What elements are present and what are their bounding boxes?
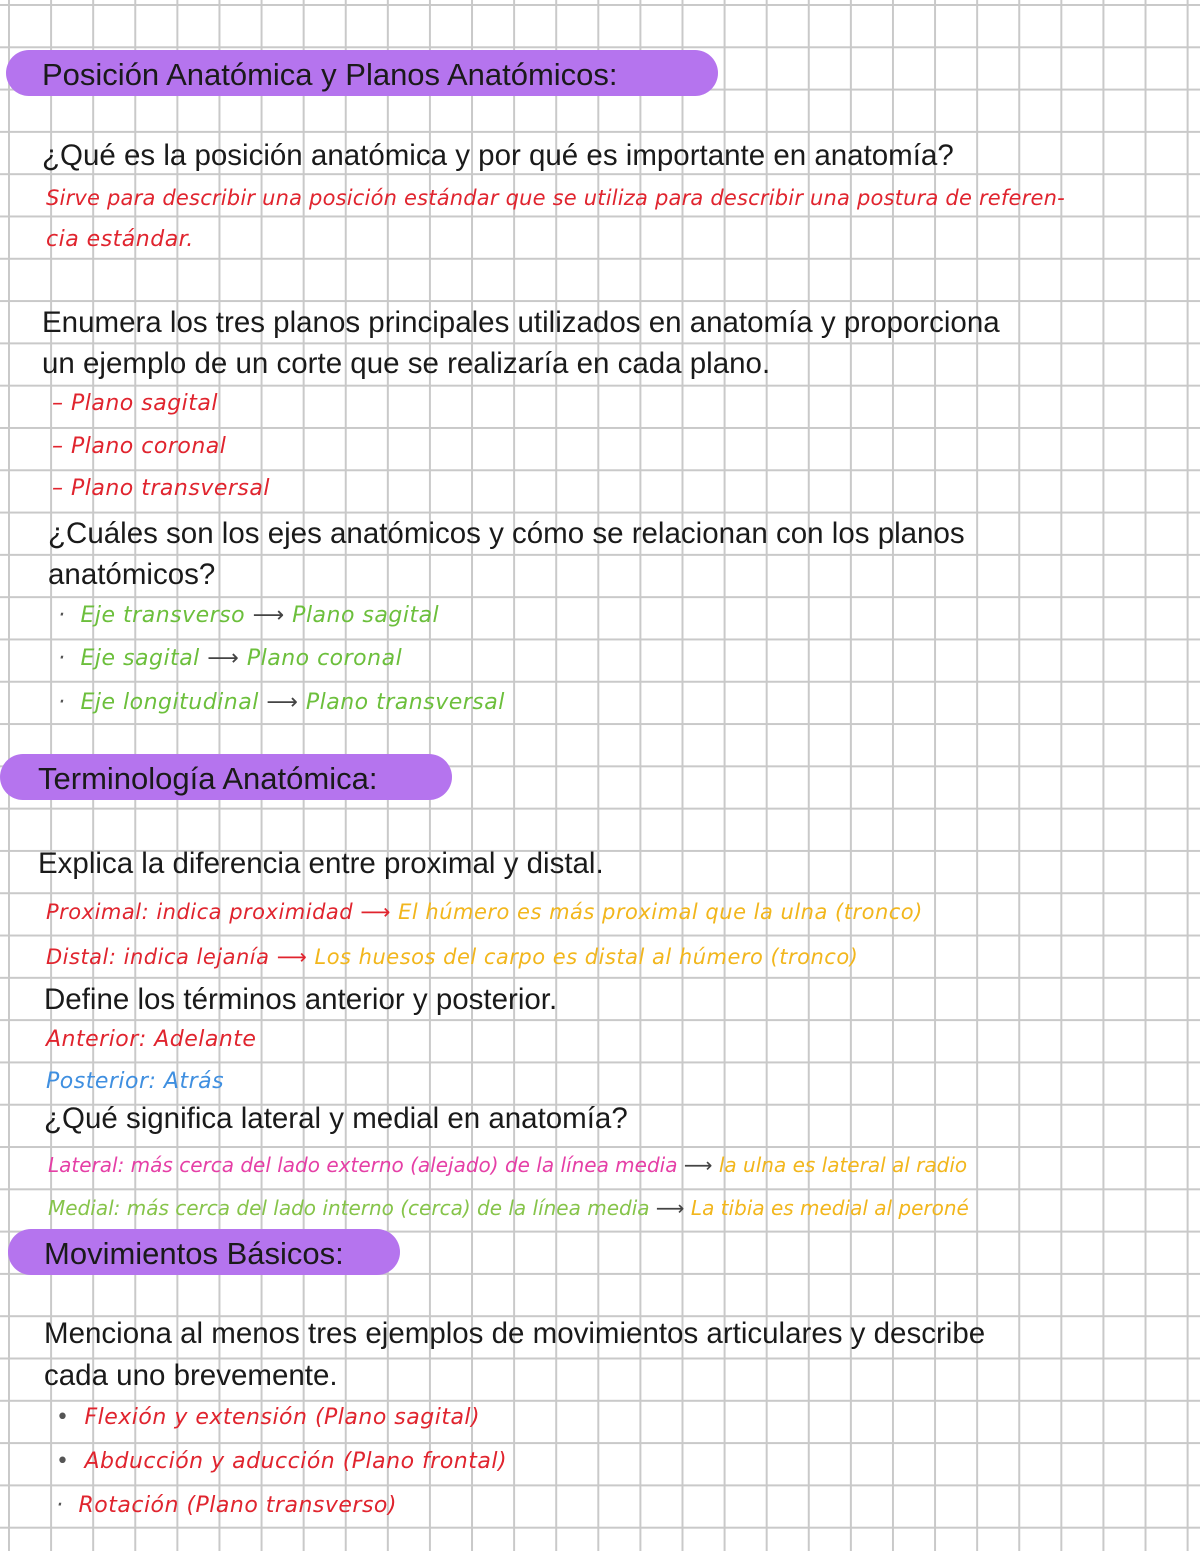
list-item: – Plano transversal — [52, 476, 270, 501]
question-lateral-medial: ¿Qué significa lateral y medial en anatomía? — [44, 1102, 628, 1135]
plane-item: Plano coronal — [71, 434, 227, 459]
movement-item: Rotación (Plano transverso) — [78, 1493, 397, 1518]
list-item: – Plano coronal — [52, 434, 227, 459]
anterior-definition: Anterior: Adelante — [46, 1027, 257, 1052]
question-proximal-distal: Explica la diferencia entre proximal y distal. — [38, 847, 604, 880]
section-heading-text: Posición Anatómica y Planos Anatómicos: — [42, 57, 618, 92]
axis-plane: Plano coronal — [246, 646, 403, 671]
posterior-definition: Posterior: Atrás — [46, 1069, 225, 1094]
question-movimientos-cont: cada uno brevemente. — [44, 1359, 338, 1392]
axis-plane: Plano sagital — [292, 603, 440, 628]
question-movimientos: Menciona al menos tres ejemplos de movimientos articulares y describe — [44, 1317, 986, 1350]
section-heading-text: Terminología Anatómica: — [38, 761, 378, 796]
answer-line — [48, 1188, 969, 1228]
list-item: · Rotación (Plano transverso) — [56, 1493, 397, 1518]
question-anterior-posterior: Define los términos anterior y posterior. — [44, 983, 558, 1016]
lateral-definition: Lateral: más cerca del lado externo (alejado) de la línea media — [48, 1153, 678, 1177]
list-item: • Flexión y extensión (Plano sagital) — [56, 1405, 481, 1430]
proximal-example: El húmero es más proximal que la ulna (tronco) — [398, 900, 923, 924]
answer-line — [46, 892, 923, 932]
plane-item: Plano transversal — [71, 476, 270, 501]
proximal-definition: Proximal: indica proximidad — [46, 900, 354, 924]
answer-line — [48, 1145, 967, 1185]
arrow-icon: ⟶ — [276, 945, 308, 969]
question-planos-cont: un ejemplo de un corte que se realizaría en cada plano. — [42, 347, 771, 380]
section-heading-terminologia — [0, 754, 452, 800]
section-heading-text: Movimientos Básicos: — [44, 1236, 344, 1271]
axis-plane: Plano transversal — [305, 690, 505, 715]
question-planos: Enumera los tres planos principales utilizados en anatomía y proporciona — [42, 306, 1000, 339]
question-ejes-cont: anatómicos? — [48, 558, 216, 591]
axis-name: Eje sagital — [80, 646, 200, 671]
section-heading-posicion — [6, 50, 718, 96]
list-item: • Abducción y aducción (Plano frontal) — [56, 1449, 508, 1474]
lateral-example: la ulna es lateral al radio — [718, 1153, 968, 1177]
answer-line: Sirve para describir una posición estándar que se utiliza para describir una postura de referen- — [46, 186, 1065, 210]
arrow-icon: ⟶ — [655, 1196, 685, 1220]
arrow-icon: ⟶ — [252, 603, 285, 628]
medial-definition: Medial: más cerca del lado interno (cerca) de la línea media — [48, 1196, 650, 1220]
section-heading-movimientos — [8, 1229, 400, 1275]
movement-item: Abducción y aducción (Plano frontal) — [84, 1449, 508, 1474]
question-posicion-anatomica: ¿Qué es la posición anatómica y por qué es importante en anatomía? — [42, 139, 954, 172]
list-item: – Plano sagital — [52, 391, 218, 416]
plane-item: Plano sagital — [71, 391, 218, 416]
list-item: · Eje longitudinal ⟶ Plano transversal — [58, 690, 505, 715]
question-ejes: ¿Cuáles son los ejes anatómicos y cómo se relacionan con los planos — [48, 517, 965, 550]
arrow-icon: ⟶ — [360, 900, 391, 924]
answer-line: cia estándar. — [46, 227, 194, 252]
list-item: · Eje sagital ⟶ Plano coronal — [58, 646, 403, 671]
distal-definition: Distal: indica lejanía — [46, 945, 270, 969]
distal-example: Los huesos del carpo es distal al húmero (tronco) — [314, 945, 859, 969]
arrow-icon: ⟶ — [266, 690, 299, 715]
arrow-icon: ⟶ — [207, 646, 240, 671]
axis-name: Eje longitudinal — [80, 690, 259, 715]
list-item: · Eje transverso ⟶ Plano sagital — [58, 603, 440, 628]
movement-item: Flexión y extensión (Plano sagital) — [84, 1405, 481, 1430]
axis-name: Eje transverso — [80, 603, 246, 628]
answer-line — [46, 937, 858, 977]
arrow-icon: ⟶ — [683, 1153, 713, 1177]
medial-example: La tibia es medial al peroné — [690, 1196, 969, 1220]
